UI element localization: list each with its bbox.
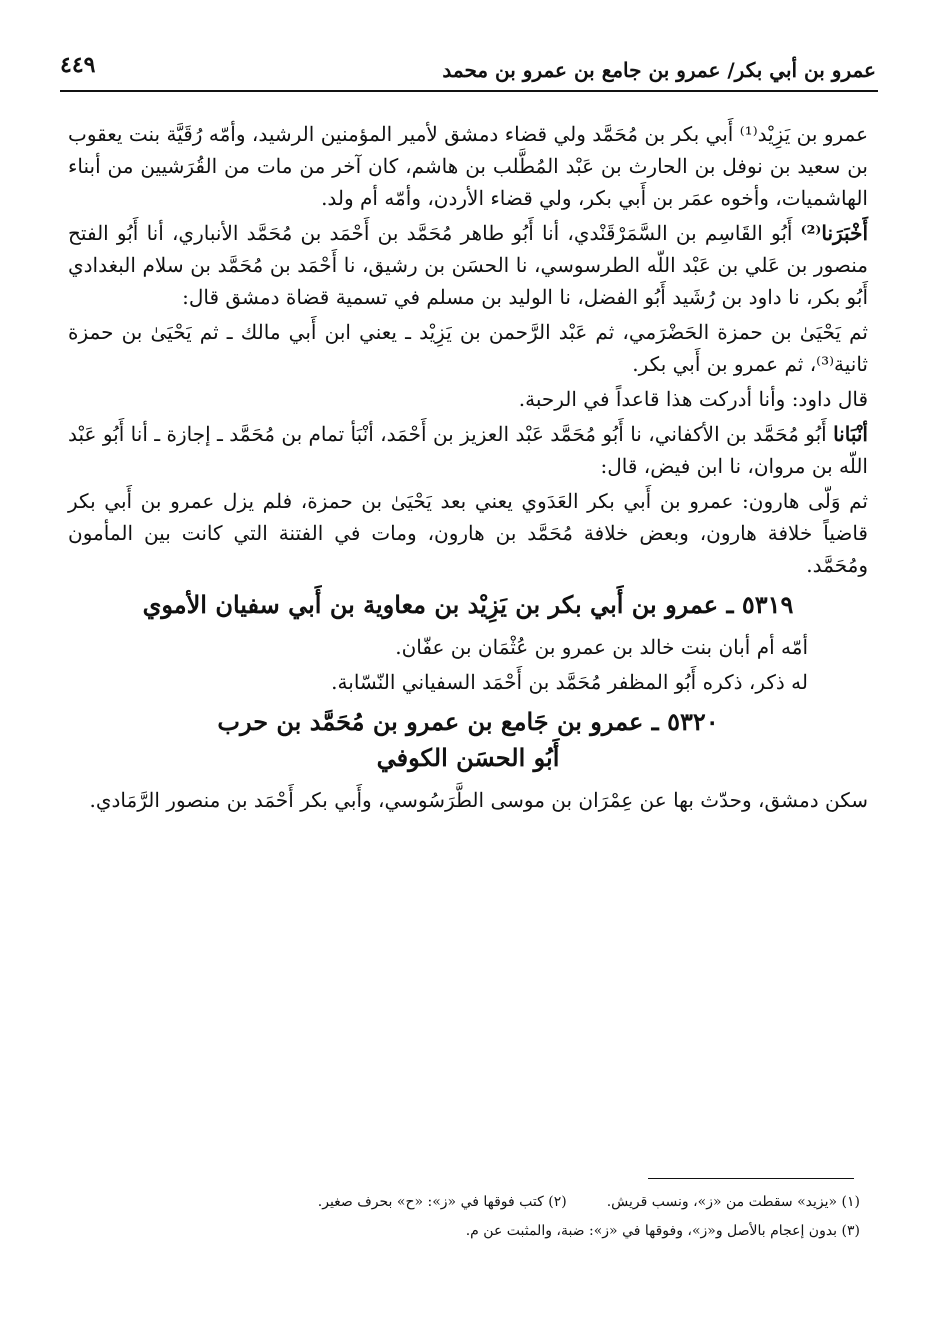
- entry-heading-5319: ٥٣١٩ ـ عمرو بن أَبي بكر بن يَزِيْد بن معاوية بن أَبي سفيان الأموي: [142, 590, 794, 619]
- entry-line: له ذكر، ذكره أَبُو المظفر مُحَمَّد بن أَحْمَد السفياني النّسّابة.: [331, 670, 808, 694]
- footnote-1: (١) «يزيد» سقطت من «ز»، ونسب قريش.: [606, 1194, 860, 1210]
- header-rule: [60, 90, 878, 92]
- entry-text: سكن دمشق، وحدّث بها عن عِمْرَان بن موسى الطَّرَسُوسي، وأَبي بكر أَحْمَد بن منصور الرَّمَادي.: [89, 788, 868, 812]
- paragraph-text: قال داود: وأنا أدركت هذا قاعداً في الرحبة.: [518, 387, 868, 411]
- main-text: [68, 118, 868, 819]
- paragraph-text: أَبُو القَاسِم بن السَّمَرْقَنْدي، أنا أَبُو طاهر مُحَمَّد بن أَحْمَد بن مُحَمَّد الأنباري، أنا أَبُو الفتح منصور بن عَلي بن عَبْد اللّه الطرسوسي، نا الحسَن بن رشيق، نا أَحْمَد بن مُحَمَّد بن سلام البغدادي أَبُو بكر، نا داود بن رُشَيد أَبُو الفضل، نا الوليد بن مسلم في تسمية قضاة دمشق قال:: [68, 221, 868, 309]
- entry-heading-line: ٥٣٢٠ ـ عمرو بن جَامع بن عمرو بن مُحَمَّد بن حرب: [217, 707, 719, 736]
- paragraph-text: ثم وَلّى هارون: عمرو بن أَبي بكر العَدَوي يعني بعد يَحْيَىٰ بن حمزة، فلم يزل عمرو بن أَبي بكر قاضياً خلافة هارون، وبعض خلافة مُحَمَّد بن هارون، ومات في الفتنة التي كانت بين المأمون ومُحَمَّد.: [68, 489, 868, 577]
- page-number: ٤٤٩: [60, 52, 96, 78]
- entry-line: أمّه أم أبان بنت خالد بن عمرو بن عُثْمَان بن عفّان.: [395, 635, 808, 659]
- paragraph-text: عمرو بن يَزِيْد⁽¹⁾ أَبي بكر بن مُحَمَّد ولي قضاء دمشق لأمير المؤمنين الرشيد، وأمّه رُقَيَّة بنت يعقوب بن سعيد بن نوفل بن الحارث بن عَبْد المُطَّلب بن هاشم، كان آخر من مات من القُرَشيين من أبناء الهاشميات، وأخوه عمَر بن أَبي بكر، ولي قضاء الأردن، وأمّه أم ولد.: [68, 122, 869, 210]
- footnotes: [150, 1188, 860, 1247]
- paragraph: [68, 383, 868, 415]
- paragraph-text: ثم يَحْيَىٰ بن حمزة الحَضْرَمي، ثم عَبْد الرَّحمن بن يَزِيْد ـ يعني ابن أَبي مالك ـ ثم يَحْيَىٰ بن حمزة ثانية⁽³⁾، ثم عمرو بن أَبي بكر.: [68, 320, 868, 376]
- entry-heading-line: أَبُو الحسَن الكوفي: [376, 743, 560, 772]
- footnote-rule: [648, 1178, 854, 1179]
- paragraph-lead: أَخْبَرَنا⁽²⁾: [800, 221, 868, 245]
- paragraph: [68, 316, 868, 380]
- paragraph: [68, 485, 868, 581]
- paragraph-text: أَبُو مُحَمَّد بن الأكفاني، نا أَبُو مُحَمَّد عَبْد العزيز بن أَحْمَد، أنْبَأ تمام بن مُحَمَّد ـ إجازة ـ أنا أَبُو عَبْد اللّه بن مروان، نا ابن فيض، قال:: [68, 422, 868, 478]
- footnote-row: [150, 1188, 860, 1217]
- paragraph: [68, 418, 868, 482]
- footnote-row: [150, 1217, 860, 1246]
- header-title: عمرو بن أبي بكر/ عمرو بن جامع بن عمرو بن محمد: [442, 58, 876, 82]
- paragraph-lead: أنْبَانا: [833, 422, 868, 446]
- paragraph: [68, 118, 868, 214]
- entry-heading-5320: [68, 704, 868, 776]
- footnote-3: (٣) بدون إعجام بالأصل و«ز»، وفوقها في «ز»: ضبة، والمثبت عن م.: [465, 1223, 860, 1240]
- paragraph: [68, 217, 868, 313]
- running-header: [60, 44, 876, 84]
- footnote-2: (٢) كتب فوقها في «ز»: «ح» بحرف صغير.: [317, 1194, 567, 1210]
